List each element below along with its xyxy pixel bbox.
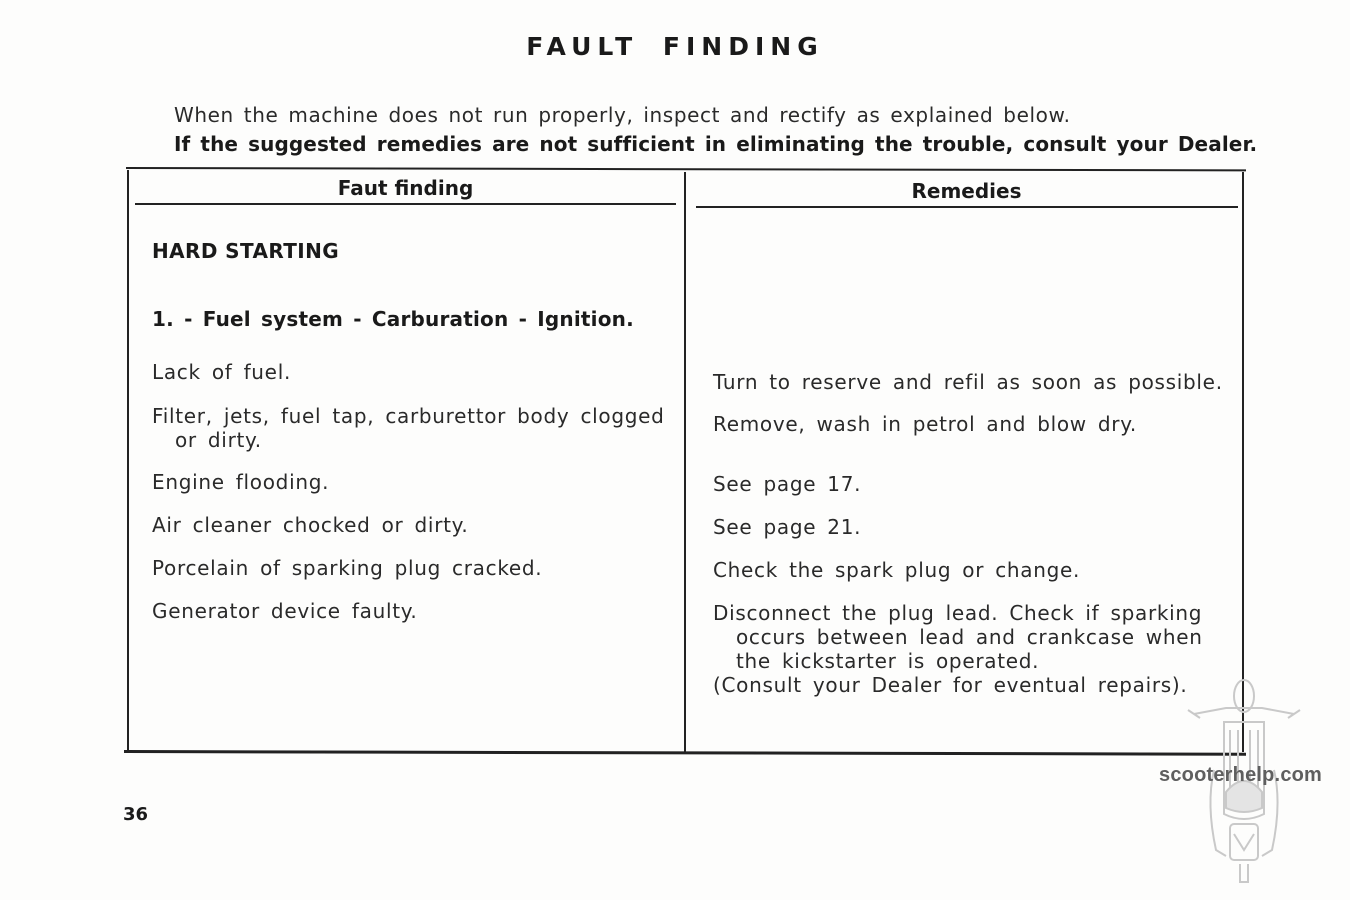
table-right-border	[1242, 172, 1244, 752]
watermark-text: scooterhelp.com	[1159, 764, 1323, 786]
remedy-text: Remove, wash in petrol and blow dry.	[713, 412, 1137, 436]
remedy-cell	[713, 515, 861, 539]
fault-text: Porcelain of sparking plug cracked.	[152, 556, 543, 580]
fault-cell	[152, 599, 417, 623]
remedy-cell	[713, 558, 1080, 582]
remedy-text: Turn to reserve and refil as soon as possible.	[713, 370, 1223, 394]
remedy-cell	[713, 370, 1223, 394]
fault-cell	[152, 556, 542, 580]
remedy-cell	[713, 472, 861, 496]
remedy-text: Disconnect the plug lead. Check if sparking	[713, 601, 1203, 625]
fault-text: Generator device faulty.	[152, 599, 418, 623]
fault-text: Air cleaner chocked or dirty.	[152, 513, 469, 537]
section-heading: HARD STARTING	[152, 239, 340, 263]
remedy-cell	[713, 412, 1137, 436]
page-number: 36	[123, 804, 149, 825]
fault-cell	[152, 513, 468, 537]
table-bottom-rule	[124, 750, 1246, 756]
page-title: FAULT FINDING	[526, 32, 824, 61]
table-left-border	[127, 170, 129, 750]
fault-text-continued: or dirty.	[175, 428, 262, 452]
header-underline-right	[696, 206, 1238, 208]
remedy-text-note: (Consult your Dealer for eventual repairs).	[713, 673, 1188, 697]
fault-cell	[152, 470, 329, 494]
header-underline-left	[135, 203, 676, 205]
intro-text: When the machine does not run properly, inspect and rectify as explained below.	[174, 103, 1071, 127]
remedy-text: See page 21.	[713, 515, 862, 539]
remedy-text-continued: the kickstarter is operated.	[736, 649, 1040, 673]
fault-text: Lack of fuel.	[152, 360, 292, 384]
subsection-heading: 1. - Fuel system - Carburation - Ignition.	[152, 307, 634, 331]
column-header-remedies: Remedies	[911, 179, 1022, 203]
remedy-text: Check the spark plug or change.	[713, 558, 1081, 582]
remedy-cell	[713, 601, 1203, 697]
remedy-text-continued: occurs between lead and crankcase when	[736, 625, 1203, 649]
fault-cell	[152, 360, 291, 384]
fault-text: Filter, jets, fuel tap, carburettor body clogged	[152, 404, 665, 428]
intro-warning: If the suggested remedies are not sufficient in eliminating the trouble, consult your Dealer.	[174, 132, 1258, 156]
table-top-rule	[126, 167, 1246, 171]
table-column-divider	[684, 172, 686, 752]
fault-text: Engine flooding.	[152, 470, 330, 494]
remedy-text: See page 17.	[713, 472, 862, 496]
column-header-fault: Faut finding	[337, 176, 474, 200]
fault-cell	[152, 404, 665, 452]
